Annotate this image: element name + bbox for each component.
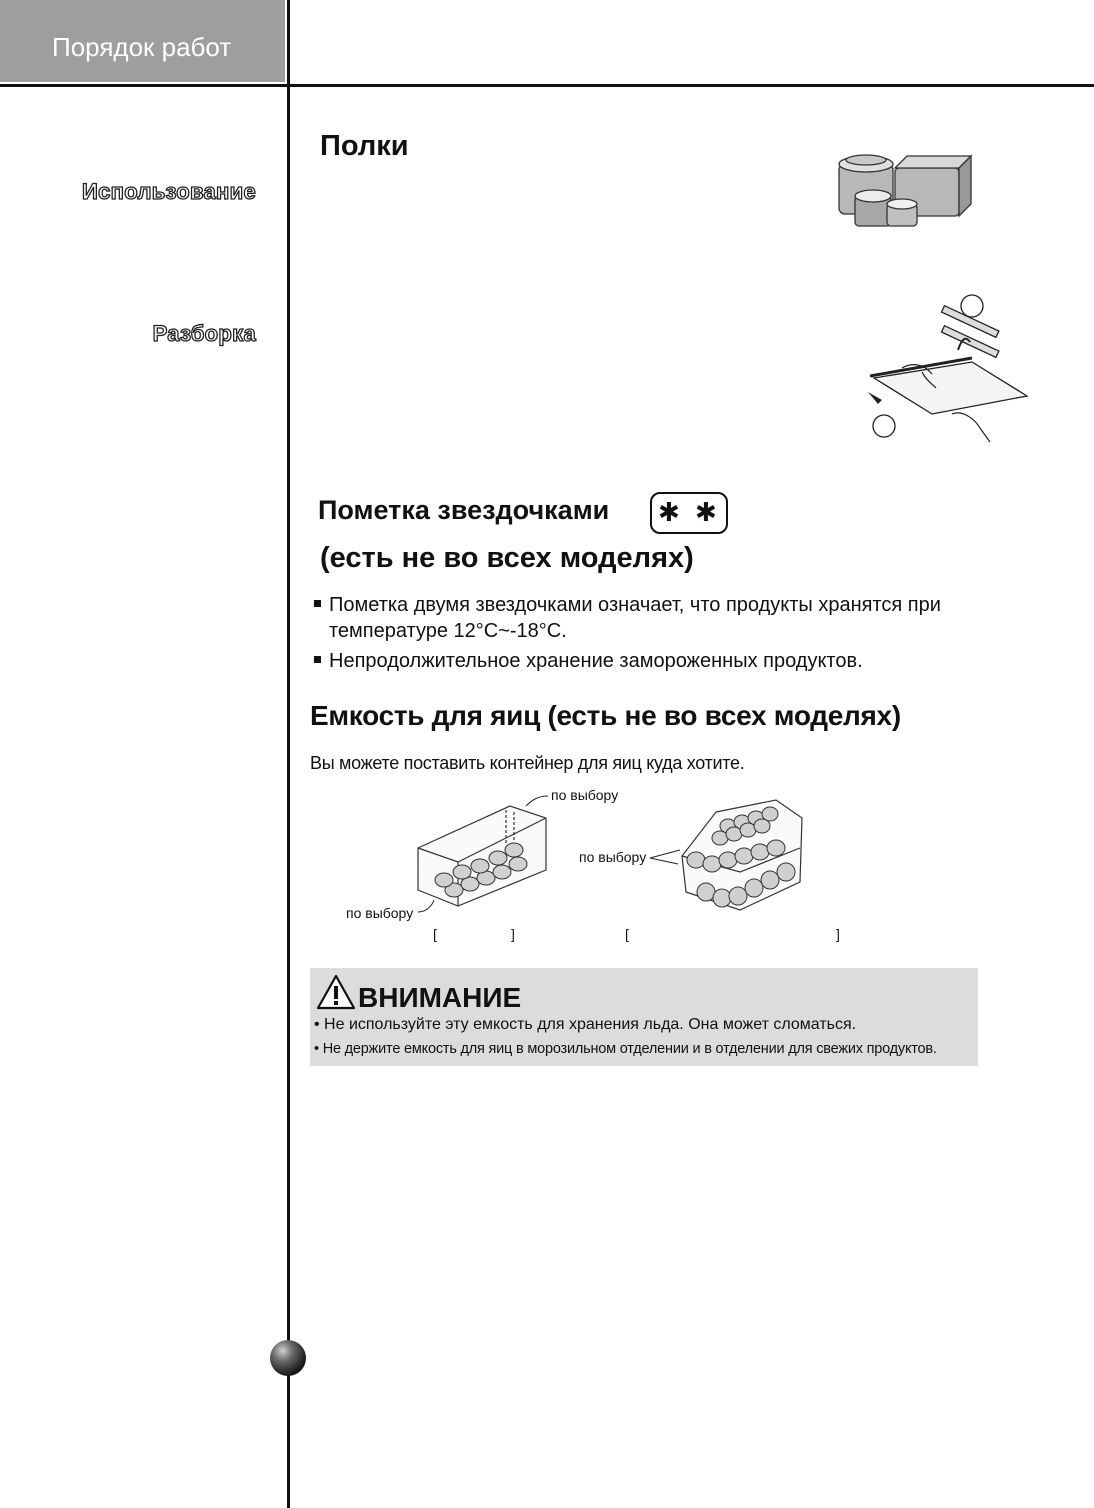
caption-right-close: ] bbox=[836, 926, 840, 942]
caution-line-1: • Не используйте эту емкость для хранения льда. Она может сломаться. bbox=[314, 1016, 857, 1033]
egg-container-title: Емкость для яиц (есть не во всех моделях) bbox=[310, 700, 901, 731]
optional-label-bottom: по выбору bbox=[346, 905, 414, 921]
caution-line-2: • Не держите емкость для яиц в морозильном отделении и в отделении для свежих продуктов. bbox=[314, 1041, 937, 1057]
caution-box bbox=[310, 968, 978, 1066]
star-bullet-1-line2: температуре 12°C~-18°C. bbox=[329, 620, 567, 642]
warning-triangle-icon bbox=[316, 974, 356, 1010]
egg-container-description: Вы можете поставить контейнер для яиц куда хотите. bbox=[310, 753, 745, 773]
caution-title: ВНИМАНИЕ bbox=[358, 982, 522, 1013]
optional-label-middle: по выбору bbox=[579, 849, 647, 865]
caption-right-open: [ bbox=[625, 926, 629, 942]
shelves-title: Полки bbox=[320, 130, 409, 162]
sidebar-item-disassembly: Разборка bbox=[152, 321, 256, 346]
caption-left-close: ] bbox=[511, 926, 515, 942]
star-bullet-2-line1: Непродолжительное хранение замороженных продуктов. bbox=[329, 650, 863, 672]
star-bullet-1-line1: Пометка двумя звездочками означает, что продукты хранятся при bbox=[329, 594, 941, 616]
section-tab-label: Порядок работ bbox=[52, 32, 232, 62]
star-marking-title: Пометка звездочками bbox=[318, 495, 610, 525]
sidebar-item-usage: Использование bbox=[82, 179, 256, 204]
star-badge-text: ✱ ✱ bbox=[658, 497, 721, 527]
caption-left-open: [ bbox=[433, 926, 437, 942]
star-marking-subtitle: (есть не во всех моделях) bbox=[320, 542, 694, 574]
optional-label-top: по выбору bbox=[551, 787, 619, 803]
